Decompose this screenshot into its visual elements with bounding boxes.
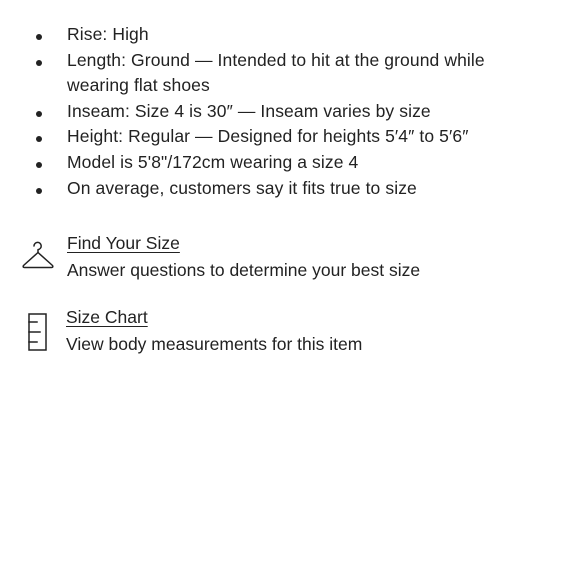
size-chart-section	[0, 303, 580, 359]
fit-detail-true-to-size	[0, 176, 580, 202]
fit-detail-text: On average, customers say it fits true to size	[67, 177, 417, 198]
size-chart-description: View body measurements for this item	[66, 334, 363, 354]
bullet-icon	[36, 34, 42, 40]
ruler-icon	[27, 312, 49, 357]
find-your-size-link[interactable]: Find Your Size	[67, 233, 180, 253]
fit-detail-model	[0, 150, 580, 176]
fit-detail-rise	[0, 22, 580, 48]
fit-detail-text: Model is 5'8"/172cm wearing a size 4	[67, 151, 359, 172]
fit-detail-text: Inseam: Size 4 is 30″ — Inseam varies by size	[67, 100, 431, 121]
fit-detail-inseam	[0, 99, 580, 125]
bullet-icon	[36, 60, 42, 66]
hanger-icon	[21, 239, 55, 276]
fit-detail-text: Length: Ground — Intended to hit at the ground while wearing flat shoes	[67, 49, 485, 96]
bullet-icon	[36, 111, 42, 117]
find-your-size-section	[0, 229, 580, 285]
fit-detail-text: Height: Regular — Designed for heights 5′4″ to 5′6″	[67, 126, 469, 147]
find-your-size-description: Answer questions to determine your best size	[67, 260, 421, 280]
bullet-icon	[36, 188, 42, 194]
fit-detail-length	[0, 48, 580, 99]
fit-detail-text: Rise: High	[67, 24, 149, 44]
fit-details-list	[0, 22, 580, 201]
bullet-icon	[36, 136, 42, 142]
bullet-icon	[36, 162, 42, 168]
fit-detail-height	[0, 124, 580, 150]
size-chart-link[interactable]: Size Chart	[66, 307, 148, 327]
